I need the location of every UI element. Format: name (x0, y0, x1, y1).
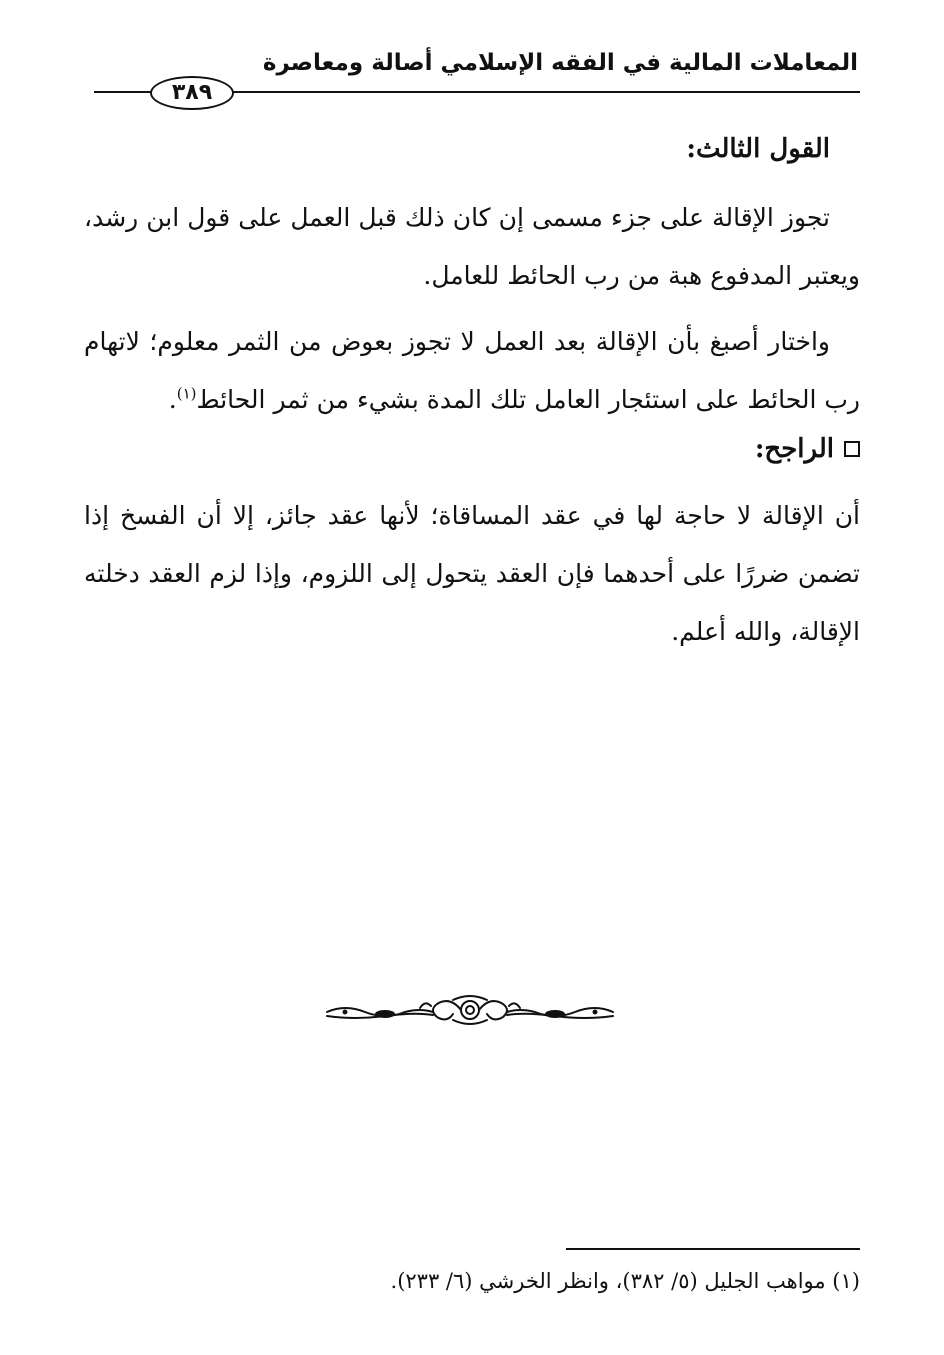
running-title: المعاملات المالية في الفقه الإسلامي أصالة ومعاصرة (262, 50, 858, 76)
decorative-divider-icon (325, 990, 615, 1030)
preferred-heading (755, 434, 860, 464)
page-number: ٣٨٩ (150, 76, 234, 110)
third-opinion-heading: القول الثالث: (686, 134, 830, 164)
paragraph-asbagh-text: واختار أصبغ بأن الإقالة بعد العمل لا تجوز بعوض من الثمر معلوم؛ لاتهام رب الحائط على استئجار العامل تلك المدة بشيء من ثمر الحائط (84, 327, 860, 414)
footnote-reference: (١) (176, 384, 197, 403)
paragraph-preferred: أن الإقالة لا حاجة لها في عقد المساقاة؛ لأنها عقد جائز، إلا أن الفسخ إذا تضمن ضررًا على أحدهما فإن العقد يتحول إلى اللزوم، وإذا لزم العقد دخلته الإقالة، والله أعلم. (84, 501, 860, 646)
preferred-heading-label: الراجح: (754, 434, 834, 464)
footnote-rule (566, 1248, 860, 1250)
paragraph-ibn-rushd: تجوز الإقالة على جزء مسمى إن كان ذلك قبل العمل على قول ابن رشد، ويعتبر المدفوع هبة من رب الحائط للعامل. (84, 203, 860, 290)
paragraph-asbagh (84, 313, 860, 429)
footnote: (١) مواهب الجليل (٥/ ٣٨٢)، وانظر الخرشي (٦/ ٢٣٣). (390, 1269, 860, 1293)
paragraph-asbagh-end: . (168, 385, 177, 414)
square-box-icon (844, 441, 860, 457)
